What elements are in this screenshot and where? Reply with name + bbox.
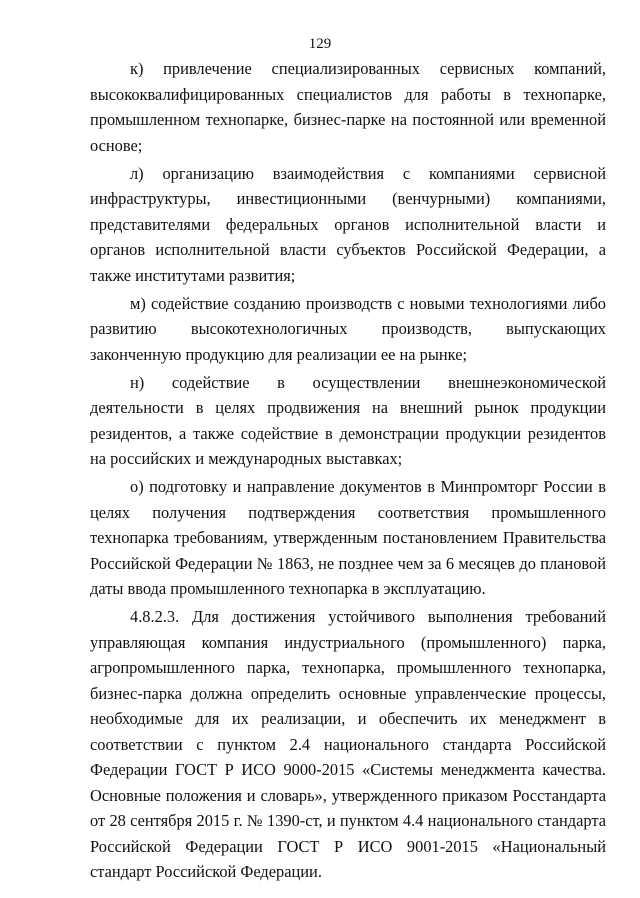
page-number: 129 <box>308 36 332 52</box>
document-body <box>90 56 606 887</box>
paragraph-4-8-2-3: 4.8.2.3. Для достижения устойчивого выполнения требований управляющая компания индустриального (промышленного) парка, агропромышленного парка, технопарка, промышленного технопарка, бизнес-парка должна определить основные управленческие процессы, необходимые для их реализации, и обеспечить их менеджмент в соответствии с пунктом 2.4 национального стандарта Российской Федерации ГОСТ Р ИСО 9000-2015 «Системы менеджмента качества. Основные положения и словарь», утвержденного приказом Росстандарта от 28 сентября 2015 г. № 1390-ст, и пунктом 4.4 национального стандарта Российской Федерации ГОСТ Р ИСО 9001-2015 «Национальный стандарт Российской Федерации. <box>90 607 606 881</box>
paragraph-m: м) содействие созданию производств с новыми технологиями либо развитию высокотехнологичных производств, выпускающих законченную продукцию для реализации ее на рынке; <box>90 293 606 364</box>
paragraph-o: о) подготовку и направление документов в Минпромторг России в целях получения подтверждения соответствия промышленного технопарка требованиям, утвержденным постановлением Правительства Российской Федерации № 1863, не позднее чем за 6 месяцев до плановой даты ввода промышленного технопарка в эксплуатацию. <box>90 477 606 598</box>
paragraph-k: к) привлечение специализированных сервисных компаний, высококвалифицированных специалистов для работы в технопарке, промышленном технопарке, бизнес-парке на постоянной или временной основе; <box>90 59 606 155</box>
paragraph-l: л) организацию взаимодействия с компаниями сервисной инфраструктуры, инвестиционными (венчурными) компаниями, представителями федеральных органов исполнительной власти и органов исполнительной власти субъектов Российской Федерации, а также институтами развития; <box>90 163 606 285</box>
paragraph-n: н) содействие в осуществлении внешнеэкономической деятельности в целях продвижения на внешний рынок продукции резидентов, а также содействие в демонстрации продукции резидентов на российских и международных выставках; <box>90 372 606 468</box>
